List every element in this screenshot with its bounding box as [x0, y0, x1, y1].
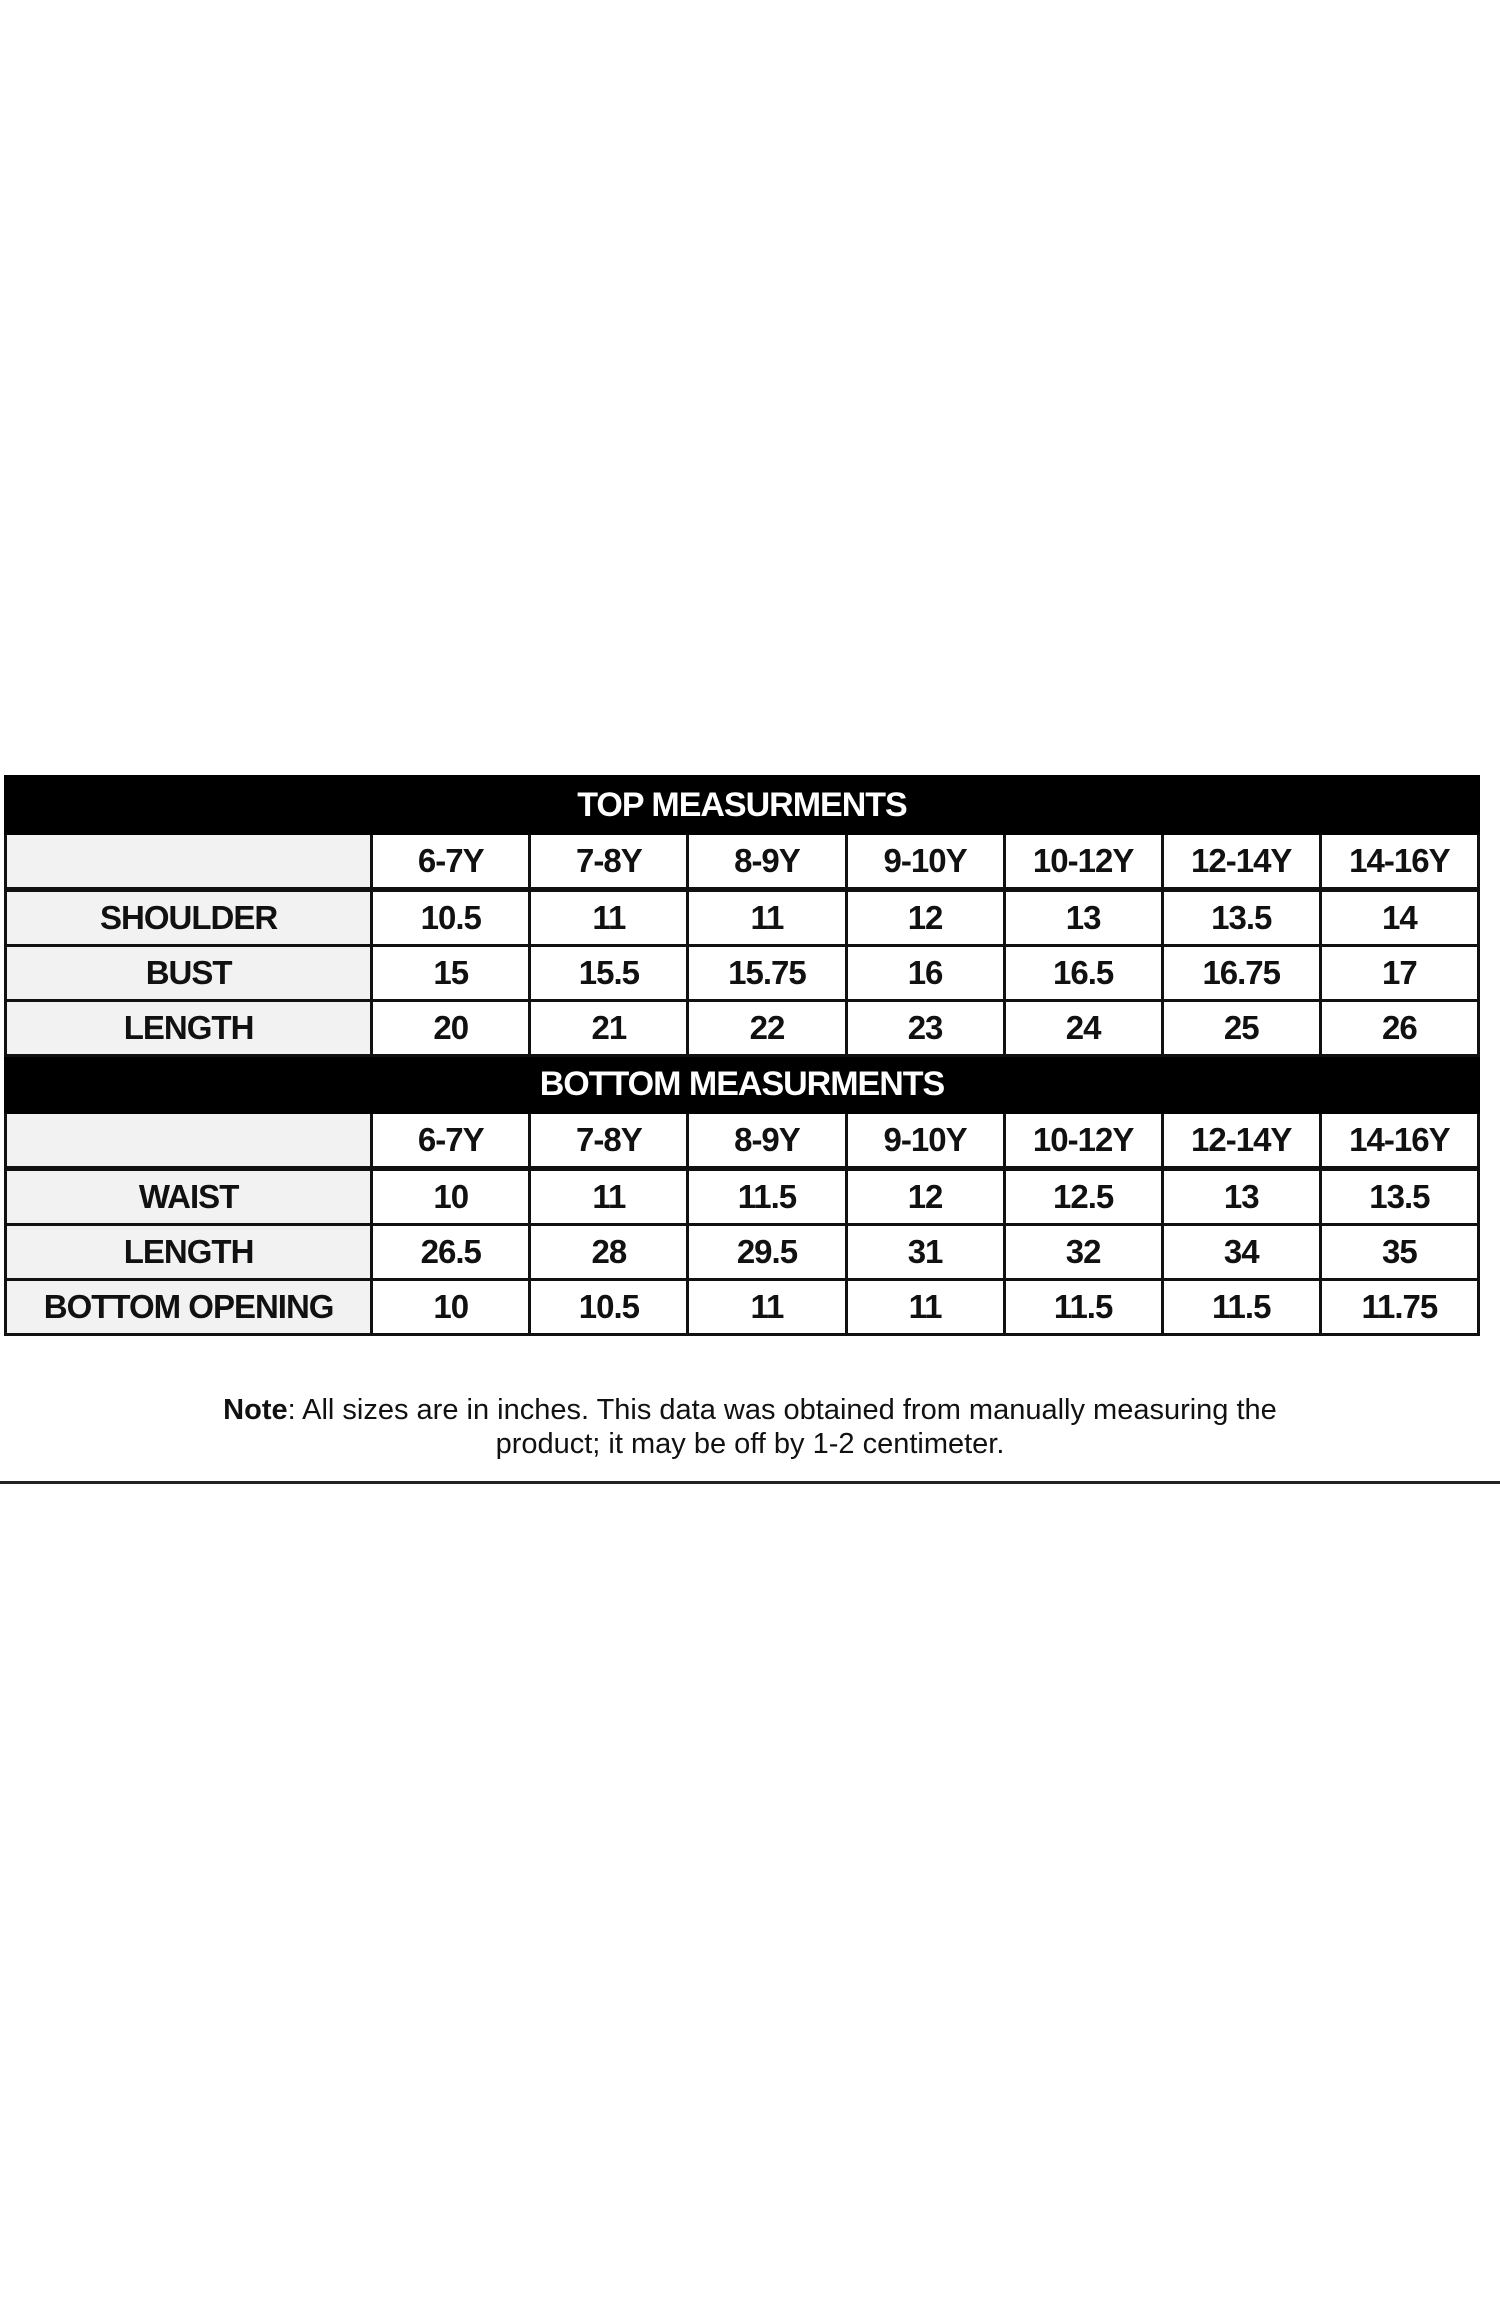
value-cell: 25	[1162, 1001, 1320, 1056]
value-cell: 11.5	[688, 1169, 846, 1225]
row-label: LENGTH	[6, 1001, 372, 1056]
row-label: WAIST	[6, 1169, 372, 1225]
value-cell: 13	[1162, 1169, 1320, 1225]
size-chart	[4, 775, 1480, 1336]
row-label: BOTTOM OPENING	[6, 1280, 372, 1335]
value-cell: 15	[372, 946, 530, 1001]
row-label: LENGTH	[6, 1225, 372, 1280]
top-row-length	[6, 1001, 1479, 1056]
row-label: BUST	[6, 946, 372, 1001]
value-cell: 16.75	[1162, 946, 1320, 1001]
bottom-row-length	[6, 1225, 1479, 1280]
top-row-shoulder	[6, 890, 1479, 946]
bottom-size-header: 14-16Y	[1320, 1113, 1478, 1169]
bottom-size-header: 7-8Y	[530, 1113, 688, 1169]
value-cell: 15.5	[530, 946, 688, 1001]
top-section-header	[6, 777, 1479, 834]
value-cell: 11	[530, 890, 688, 946]
value-cell: 13	[1004, 890, 1162, 946]
value-cell: 15.75	[688, 946, 846, 1001]
value-cell: 13.5	[1320, 1169, 1478, 1225]
value-cell: 10	[372, 1169, 530, 1225]
bottom-size-header: 9-10Y	[846, 1113, 1004, 1169]
value-cell: 14	[1320, 890, 1478, 946]
top-size-header-row	[6, 834, 1479, 890]
value-cell: 16.5	[1004, 946, 1162, 1001]
top-size-header: 10-12Y	[1004, 834, 1162, 890]
value-cell: 26	[1320, 1001, 1478, 1056]
value-cell: 22	[688, 1001, 846, 1056]
top-size-header: 14-16Y	[1320, 834, 1478, 890]
value-cell: 11.75	[1320, 1280, 1478, 1335]
value-cell: 11.5	[1004, 1280, 1162, 1335]
top-size-header: 8-9Y	[688, 834, 846, 890]
row-label: SHOULDER	[6, 890, 372, 946]
value-cell: 28	[530, 1225, 688, 1280]
value-cell: 12	[846, 1169, 1004, 1225]
value-cell: 11.5	[1162, 1280, 1320, 1335]
value-cell: 17	[1320, 946, 1478, 1001]
divider-line	[0, 1481, 1500, 1484]
note-line-1	[0, 1393, 1500, 1427]
note-line-2: product; it may be off by 1-2 centimeter.	[495, 1428, 1005, 1460]
bottom-row-bottom-opening	[6, 1280, 1479, 1335]
bottom-size-header-row	[6, 1113, 1479, 1169]
bottom-row-waist	[6, 1169, 1479, 1225]
value-cell: 32	[1004, 1225, 1162, 1280]
size-note	[0, 1393, 1500, 1461]
value-cell: 11	[846, 1280, 1004, 1335]
value-cell: 11	[530, 1169, 688, 1225]
value-cell: 23	[846, 1001, 1004, 1056]
top-size-header: 6-7Y	[372, 834, 530, 890]
value-cell: 10	[372, 1280, 530, 1335]
note-prefix: Note	[223, 1394, 288, 1426]
value-cell: 35	[1320, 1225, 1478, 1280]
value-cell: 11	[688, 1280, 846, 1335]
value-cell: 10.5	[530, 1280, 688, 1335]
bottom-blank-corner-cell	[6, 1113, 372, 1169]
bottom-section-title: BOTTOM MEASURMENTS	[6, 1056, 1479, 1113]
value-cell: 21	[530, 1001, 688, 1056]
bottom-size-header: 12-14Y	[1162, 1113, 1320, 1169]
top-size-header: 7-8Y	[530, 834, 688, 890]
top-size-header: 12-14Y	[1162, 834, 1320, 890]
value-cell: 10.5	[372, 890, 530, 946]
bottom-size-header: 6-7Y	[372, 1113, 530, 1169]
note-text-1: : All sizes are in inches. This data was obtained from manually measuring the	[287, 1394, 1277, 1426]
size-table-body	[6, 777, 1479, 1335]
value-cell: 29.5	[688, 1225, 846, 1280]
value-cell: 20	[372, 1001, 530, 1056]
value-cell: 11	[688, 890, 846, 946]
value-cell: 24	[1004, 1001, 1162, 1056]
bottom-section-header	[6, 1056, 1479, 1113]
value-cell: 13.5	[1162, 890, 1320, 946]
bottom-size-header: 10-12Y	[1004, 1113, 1162, 1169]
bottom-size-header: 8-9Y	[688, 1113, 846, 1169]
value-cell: 34	[1162, 1225, 1320, 1280]
top-blank-corner-cell	[6, 834, 372, 890]
top-section-title: TOP MEASURMENTS	[6, 777, 1479, 834]
value-cell: 12.5	[1004, 1169, 1162, 1225]
value-cell: 12	[846, 890, 1004, 946]
value-cell: 26.5	[372, 1225, 530, 1280]
value-cell: 16	[846, 946, 1004, 1001]
value-cell: 31	[846, 1225, 1004, 1280]
top-row-bust	[6, 946, 1479, 1001]
size-table	[4, 775, 1480, 1336]
top-size-header: 9-10Y	[846, 834, 1004, 890]
